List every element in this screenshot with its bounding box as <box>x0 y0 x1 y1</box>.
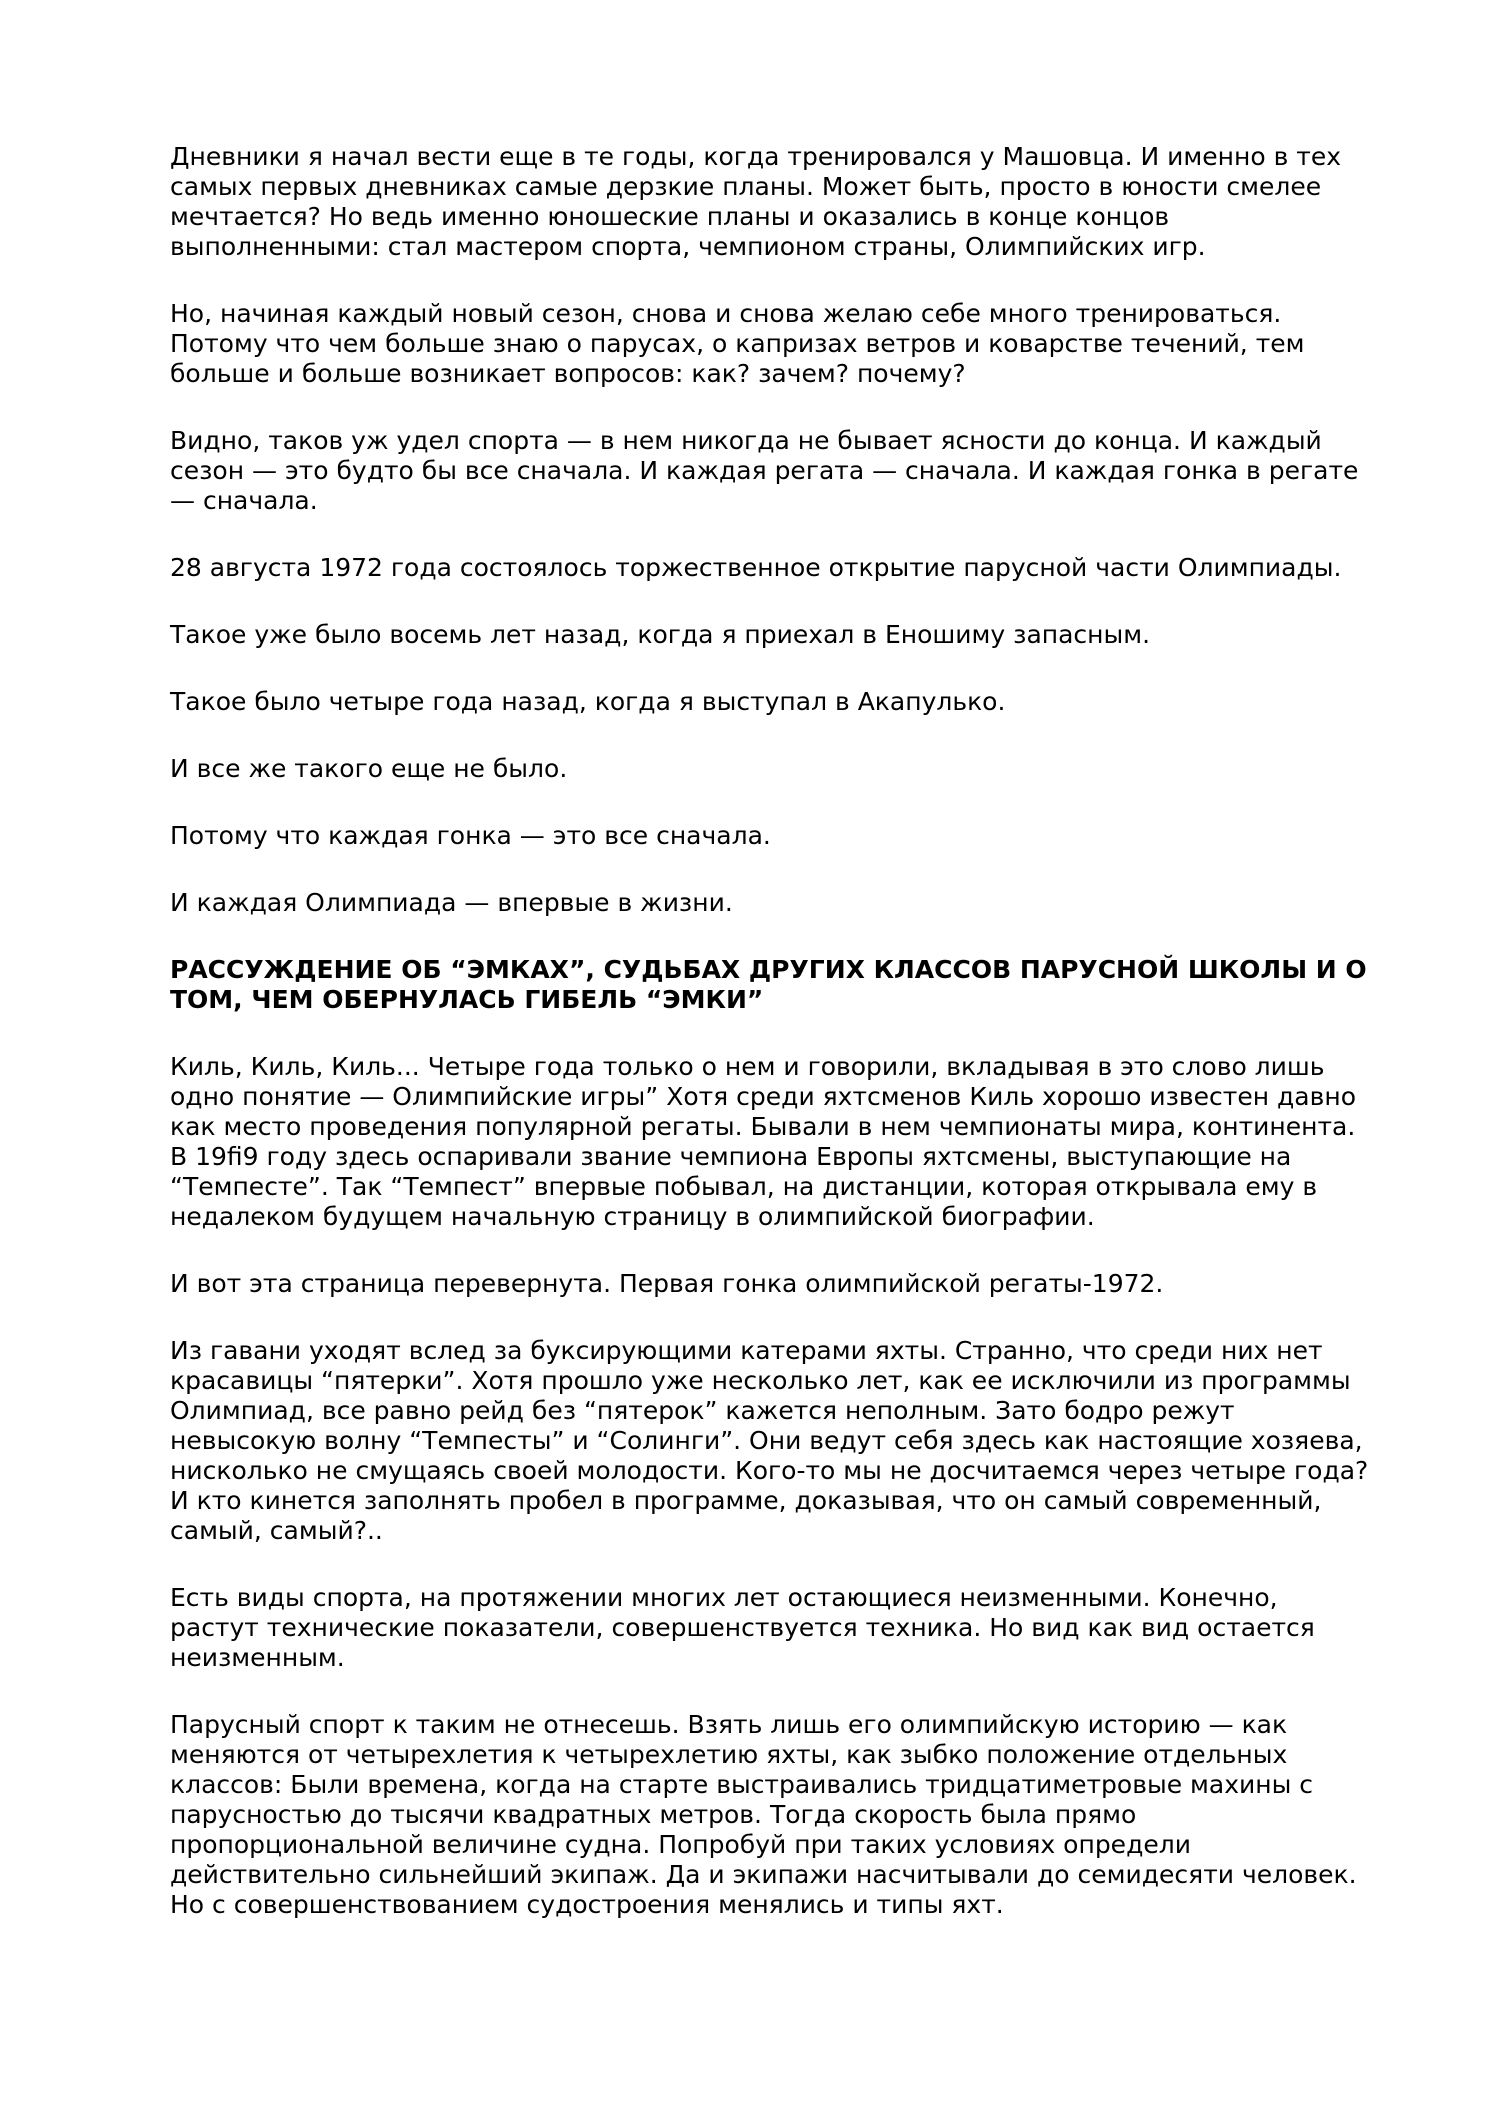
paragraph: Такое было четыре года назад, когда я выступал в Акапулько. <box>170 687 1006 716</box>
paragraph: Дневники я начал вести еще в те годы, когда тренировался у Машовца. И именно в тех самых первых дневниках самые дерзкие планы. Может быть, просто в юности смелее мечтается? Но ведь именно юношеские планы и оказались в конце концов выполненными: стал мастером спорта, чемпионом страны, Олимпийских игр. <box>170 142 1342 261</box>
paragraph: Киль, Киль, Киль... Четыре года только о нем и говорили, вкладывая в это слово лишь одно понятие — Олимпийские игры” Хотя среди яхтсменов Киль хорошо известен давно как место проведения популярной регаты. Бывали в нем чемпионаты мира, континента. В 19fi9 году здесь оспаривали звание чемпиона Европы яхтсмены, выступающие на “Темпесте”. Так “Темпест” впервые побывал, на дистанции, которая открывала ему в недалеком будущем начальную страницу в олимпийской биографии. <box>170 1052 1356 1231</box>
paragraph: Есть виды спорта, на протяжении многих лет остающиеся неизменными. Конечно, растут технические показатели, совершенствуется техника. Но вид как вид остается неизменным. <box>170 1583 1315 1672</box>
paragraph: Но, начиная каждый новый сезон, снова и снова желаю себе много тренироваться. Потому что чем больше знаю о парусах, о капризах ветров и коварстве течений, тем больше и больше возникает вопросов: как? зачем? почему? <box>170 299 1305 388</box>
paragraph: Такое уже было восемь лет назад, когда я приехал в Еношиму запасным. <box>170 620 1151 649</box>
paragraph: И все же такого еще не было. <box>170 754 568 783</box>
paragraph: И вот эта страница перевернута. Первая гонка олимпийской регаты-1972. <box>170 1269 1164 1298</box>
paragraph: И каждая Олимпиада — впервые в жизни. <box>170 888 733 917</box>
paragraph: Парусный спорт к таким не отнесешь. Взять лишь его олимпийскую историю — как меняются от четырехлетия к четырехлетию яхты, как зыбко положение отдельных классов: Были времена, когда на старте выстраивались тридцатиметровые махины с парусностью до тысячи квадратных метров. Тогда скорость была прямо пропорциональной величине судна. Попробуй при таких условиях определи действительно сильнейший экипаж. Да и экипажи насчитывали до семидесяти человек. Но с совершенствованием судостроения менялись и типы яхт. <box>170 1710 1357 1919</box>
paragraph: Видно, таков уж удел спорта — в нем никогда не бывает ясности до конца. И каждый сезон — это будто бы все сначала. И каждая регата — сначала. И каждая гонка в регате — сначала. <box>170 426 1359 515</box>
paragraph: Потому что каждая гонка — это все сначала. <box>170 821 771 850</box>
paragraph: Из гавани уходят вслед за буксирующими катерами яхты. Странно, что среди них нет красавицы “пятерки”. Хотя прошло уже несколько лет, как ее исключили из программы Олимпиад, все равно рейд без “пятерок” кажется неполным. Зато бодро режут невысокую волну “Темпесты” и “Солинги”. Они ведут себя здесь как настоящие хозяева, нисколько не смущаясь своей молодости. Кого-то мы не досчитаемся через четыре года? И кто кинется заполнять пробел в программе, доказывая, что он самый современный, самый, самый?.. <box>170 1336 1369 1545</box>
section-heading: РАССУЖДЕНИЕ ОБ “ЭМКАХ”, СУДЬБАХ ДРУГИХ КЛАССОВ ПАРУСНОЙ ШКОЛЫ И О ТОМ, ЧЕМ ОБЕРНУЛАСЬ ГИБЕЛЬ “ЭМКИ” <box>170 955 1367 1014</box>
paragraph: 28 августа 1972 года состоялось торжественное открытие парусной части Олимпиады. <box>170 553 1342 582</box>
